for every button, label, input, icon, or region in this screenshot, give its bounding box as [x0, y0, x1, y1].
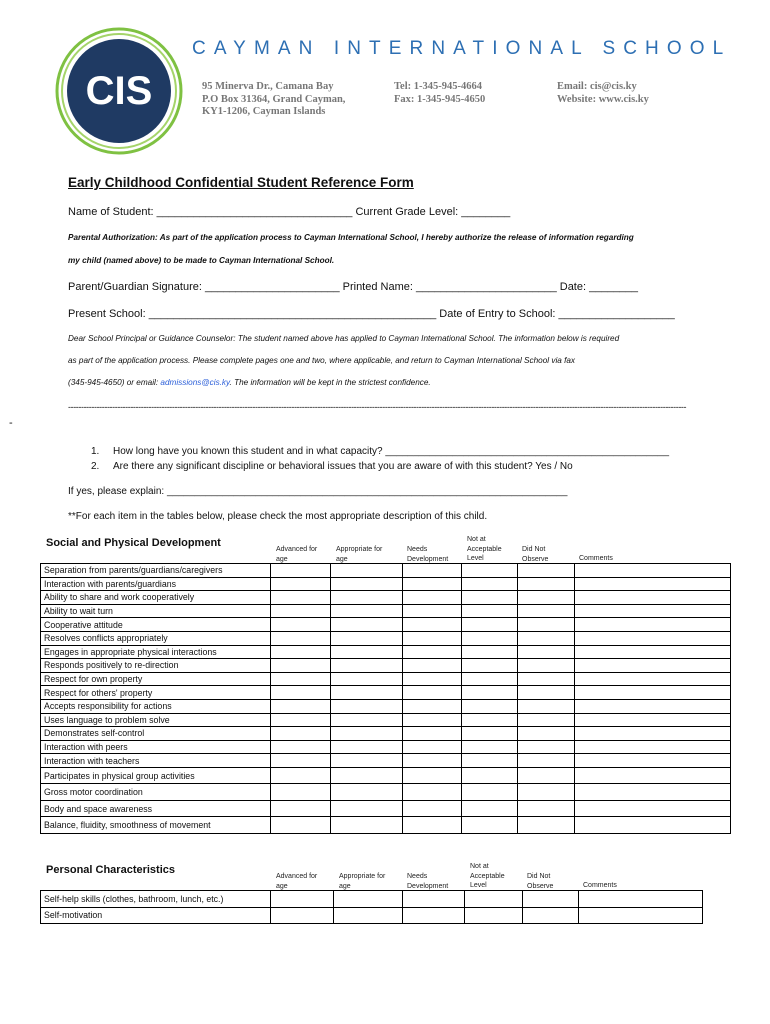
not-acceptable-checkbox-cell[interactable]: [462, 713, 518, 727]
advanced-checkbox-cell[interactable]: [271, 767, 331, 784]
table-row: [41, 686, 731, 700]
appropriate-checkbox-cell[interactable]: [331, 754, 403, 768]
needs-checkbox-cell[interactable]: [403, 907, 465, 924]
appropriate-checkbox-cell[interactable]: [331, 577, 403, 591]
needs-checkbox-cell[interactable]: [403, 645, 462, 659]
appropriate-checkbox-cell[interactable]: [331, 645, 403, 659]
appropriate-checkbox-cell[interactable]: [331, 713, 403, 727]
table-row: [41, 713, 731, 727]
table-row: [41, 591, 731, 605]
comments-cell[interactable]: [575, 618, 731, 632]
advanced-checkbox-cell[interactable]: [271, 591, 331, 605]
did-not-observe-checkbox-cell[interactable]: [518, 800, 575, 817]
appropriate-checkbox-cell[interactable]: [331, 817, 403, 834]
not-acceptable-checkbox-cell[interactable]: [462, 672, 518, 686]
comments-cell[interactable]: [575, 659, 731, 673]
margin-dash: -: [9, 417, 13, 429]
not-acceptable-checkbox-cell[interactable]: [462, 767, 518, 784]
not-acceptable-checkbox-cell[interactable]: [465, 891, 523, 908]
needs-checkbox-cell[interactable]: [403, 817, 462, 834]
advanced-checkbox-cell[interactable]: [271, 645, 331, 659]
row-label: Accepts responsibility for actions: [41, 699, 271, 713]
advanced-checkbox-cell[interactable]: [271, 604, 331, 618]
appropriate-checkbox-cell[interactable]: [331, 659, 403, 673]
not-acceptable-checkbox-cell[interactable]: [462, 800, 518, 817]
social-development-table: [40, 563, 731, 834]
table-row: [41, 817, 731, 834]
row-label: Cooperative attitude: [41, 618, 271, 632]
col-header-advanced: Advanced for age: [276, 546, 318, 563]
school-logo: [54, 26, 184, 156]
appropriate-checkbox-cell[interactable]: [331, 727, 403, 741]
row-label: Engages in appropriate physical interactions: [41, 645, 271, 659]
comments-cell[interactable]: [575, 767, 731, 784]
appropriate-checkbox-cell[interactable]: [331, 740, 403, 754]
signature-line[interactable]: Parent/Guardian Signature: ______________________ Printed Name: _______________________ Date: ________: [68, 281, 639, 293]
comments-cell[interactable]: [579, 891, 703, 908]
needs-checkbox-cell[interactable]: [403, 631, 462, 645]
row-label: Gross motor coordination: [41, 784, 271, 801]
row-label: Interaction with teachers: [41, 754, 271, 768]
row-label: Demonstrates self-control: [41, 727, 271, 741]
table-row: [41, 631, 731, 645]
table-row: [41, 618, 731, 632]
advanced-checkbox-cell[interactable]: [271, 618, 331, 632]
needs-checkbox-cell[interactable]: [403, 604, 462, 618]
did-not-observe-checkbox-cell[interactable]: [518, 564, 575, 578]
col-header-did-not-observe-2: Did Not Observe: [527, 873, 554, 890]
appropriate-checkbox-cell[interactable]: [331, 699, 403, 713]
row-label: Balance, fluidity, smoothness of movement: [41, 817, 271, 834]
needs-checkbox-cell[interactable]: [403, 672, 462, 686]
appropriate-checkbox-cell[interactable]: [334, 907, 403, 924]
not-acceptable-checkbox-cell[interactable]: [462, 631, 518, 645]
needs-checkbox-cell[interactable]: [403, 564, 462, 578]
not-acceptable-checkbox-cell[interactable]: [462, 754, 518, 768]
comments-cell[interactable]: [575, 564, 731, 578]
did-not-observe-checkbox-cell[interactable]: [518, 591, 575, 605]
col-header-not-acceptable-2: Not at Acceptable Level: [470, 863, 505, 889]
instructions-text-3: (345-945-4650) or email: admissions@cis.ky. The information will be kept in the strictest confidence.: [68, 378, 431, 387]
authorization-text-1: Parental Authorization: As part of the application process to Cayman International School, I hereby authorize the release of information regarding: [68, 233, 634, 242]
advanced-checkbox-cell[interactable]: [271, 672, 331, 686]
table-row: [41, 699, 731, 713]
table-instruction: **For each item in the tables below, please check the most appropriate description of this child.: [68, 511, 488, 522]
instructions-text-2: as part of the application process. Please complete pages one and two, where applicable, and return to Cayman International School via fax: [68, 356, 576, 365]
did-not-observe-checkbox-cell[interactable]: [518, 645, 575, 659]
instructions-text-1: Dear School Principal or Guidance Counselor: The student named above has applied to Cayman International School. The information below is required: [68, 334, 620, 343]
not-acceptable-checkbox-cell[interactable]: [462, 564, 518, 578]
explain-line[interactable]: If yes, please explain: ________________________________________________________________________: [68, 486, 568, 497]
col-header-comments-2: Comments: [583, 882, 617, 889]
comments-cell[interactable]: [575, 754, 731, 768]
table-row: [41, 800, 731, 817]
row-label: Self-help skills (clothes, bathroom, lunch, etc.): [41, 891, 271, 908]
question-2[interactable]: Are there any significant discipline or behavioral issues that you are aware of with this student? Yes / No: [113, 461, 573, 472]
admissions-email-link[interactable]: admissions@cis.ky: [160, 378, 230, 387]
comments-cell[interactable]: [575, 784, 731, 801]
did-not-observe-checkbox-cell[interactable]: [523, 891, 579, 908]
not-acceptable-checkbox-cell[interactable]: [462, 699, 518, 713]
advanced-checkbox-cell[interactable]: [271, 713, 331, 727]
form-title: Early Childhood Confidential Student Reference Form: [68, 175, 414, 190]
row-label: Separation from parents/guardians/caregivers: [41, 564, 271, 578]
question-1-number: 1.: [91, 446, 100, 457]
did-not-observe-checkbox-cell[interactable]: [518, 754, 575, 768]
school-address: 95 Minerva Dr., Camana Bay P.O Box 31364, Grand Cayman, KY1-1206, Cayman Islands: [202, 81, 346, 117]
table-row: [41, 645, 731, 659]
comments-cell[interactable]: [575, 645, 731, 659]
did-not-observe-checkbox-cell[interactable]: [518, 659, 575, 673]
col-header-not-acceptable: Not at Acceptable Level: [467, 536, 502, 562]
did-not-observe-checkbox-cell[interactable]: [518, 686, 575, 700]
needs-checkbox-cell[interactable]: [403, 727, 462, 741]
not-acceptable-checkbox-cell[interactable]: [462, 591, 518, 605]
social-section-heading: Social and Physical Development: [46, 537, 221, 549]
advanced-checkbox-cell[interactable]: [271, 800, 331, 817]
col-header-appropriate: Appropriate for age: [336, 546, 383, 563]
needs-checkbox-cell[interactable]: [403, 740, 462, 754]
needs-checkbox-cell[interactable]: [403, 686, 462, 700]
comments-cell[interactable]: [575, 631, 731, 645]
advanced-checkbox-cell[interactable]: [271, 659, 331, 673]
advanced-checkbox-cell[interactable]: [271, 631, 331, 645]
comments-cell[interactable]: [575, 686, 731, 700]
question-2-number: 2.: [91, 461, 100, 472]
not-acceptable-checkbox-cell[interactable]: [462, 577, 518, 591]
personal-characteristics-table: [40, 890, 703, 924]
present-school-line[interactable]: Present School: _______________________________________________ Date of Entry to School: ___________________: [68, 308, 675, 320]
table-row: [41, 564, 731, 578]
comments-cell[interactable]: [575, 604, 731, 618]
did-not-observe-checkbox-cell[interactable]: [518, 604, 575, 618]
comments-cell[interactable]: [575, 577, 731, 591]
needs-checkbox-cell[interactable]: [403, 767, 462, 784]
col-header-appropriate-2: Appropriate for age: [339, 873, 386, 890]
appropriate-checkbox-cell[interactable]: [331, 618, 403, 632]
comments-cell[interactable]: [575, 699, 731, 713]
not-acceptable-checkbox-cell[interactable]: [462, 604, 518, 618]
appropriate-checkbox-cell[interactable]: [331, 767, 403, 784]
authorization-text-2: my child (named above) to be made to Cayman International School.: [68, 256, 335, 265]
col-header-comments: Comments: [579, 555, 613, 562]
comments-cell[interactable]: [575, 727, 731, 741]
did-not-observe-checkbox-cell[interactable]: [518, 672, 575, 686]
table-row: [41, 577, 731, 591]
not-acceptable-checkbox-cell[interactable]: [462, 645, 518, 659]
row-label: Interaction with peers: [41, 740, 271, 754]
appropriate-checkbox-cell[interactable]: [331, 686, 403, 700]
advanced-checkbox-cell[interactable]: [271, 817, 331, 834]
did-not-observe-checkbox-cell[interactable]: [518, 784, 575, 801]
needs-checkbox-cell[interactable]: [403, 618, 462, 632]
advanced-checkbox-cell[interactable]: [271, 577, 331, 591]
needs-checkbox-cell[interactable]: [403, 891, 465, 908]
col-header-needs-2: Needs Development: [407, 873, 449, 890]
comments-cell[interactable]: [575, 740, 731, 754]
table-row: [41, 740, 731, 754]
advanced-checkbox-cell[interactable]: [271, 727, 331, 741]
not-acceptable-checkbox-cell[interactable]: [462, 618, 518, 632]
table-row: [41, 767, 731, 784]
appropriate-checkbox-cell[interactable]: [331, 564, 403, 578]
table-row: [41, 784, 731, 801]
school-contact: Email: cis@cis.ky Website: www.cis.ky: [557, 81, 649, 105]
appropriate-checkbox-cell[interactable]: [331, 800, 403, 817]
comments-cell[interactable]: [579, 907, 703, 924]
row-label: Ability to share and work cooperatively: [41, 591, 271, 605]
col-header-needs: Needs Development: [407, 546, 449, 563]
student-name-line[interactable]: Name of Student: ________________________________ Current Grade Level: ________: [68, 206, 511, 218]
did-not-observe-checkbox-cell[interactable]: [518, 767, 575, 784]
row-label: Self-motivation: [41, 907, 271, 924]
did-not-observe-checkbox-cell[interactable]: [518, 618, 575, 632]
table-row: [41, 604, 731, 618]
advanced-checkbox-cell[interactable]: [271, 699, 331, 713]
advanced-checkbox-cell[interactable]: [271, 891, 334, 908]
not-acceptable-checkbox-cell[interactable]: [462, 727, 518, 741]
row-label: Ability to wait turn: [41, 604, 271, 618]
did-not-observe-checkbox-cell[interactable]: [518, 577, 575, 591]
appropriate-checkbox-cell[interactable]: [331, 631, 403, 645]
table-row: [41, 754, 731, 768]
comments-cell[interactable]: [575, 817, 731, 834]
comments-cell[interactable]: [575, 800, 731, 817]
table-row: [41, 891, 703, 908]
question-1[interactable]: How long have you known this student and in what capacity? ___________________________________________________: [113, 446, 670, 457]
separator-line: ----------------------------------------------------------------------------------------------------------------------------------------------------------------------------------------------------------------------------------------------: [68, 402, 687, 412]
advanced-checkbox-cell[interactable]: [271, 907, 334, 924]
needs-checkbox-cell[interactable]: [403, 800, 462, 817]
row-label: Uses language to problem solve: [41, 713, 271, 727]
appropriate-checkbox-cell[interactable]: [331, 672, 403, 686]
appropriate-checkbox-cell[interactable]: [331, 604, 403, 618]
col-header-advanced-2: Advanced for age: [276, 873, 318, 890]
row-label: Interaction with parents/guardians: [41, 577, 271, 591]
needs-checkbox-cell[interactable]: [403, 699, 462, 713]
did-not-observe-checkbox-cell[interactable]: [518, 713, 575, 727]
needs-checkbox-cell[interactable]: [403, 659, 462, 673]
row-label: Responds positively to re-direction: [41, 659, 271, 673]
needs-checkbox-cell[interactable]: [403, 784, 462, 801]
table-row: [41, 907, 703, 924]
row-label: Respect for others' property: [41, 686, 271, 700]
row-label: Participates in physical group activities: [41, 767, 271, 784]
appropriate-checkbox-cell[interactable]: [331, 784, 403, 801]
not-acceptable-checkbox-cell[interactable]: [462, 740, 518, 754]
appropriate-checkbox-cell[interactable]: [334, 891, 403, 908]
comments-cell[interactable]: [575, 591, 731, 605]
table-row: [41, 672, 731, 686]
did-not-observe-checkbox-cell[interactable]: [518, 699, 575, 713]
comments-cell[interactable]: [575, 713, 731, 727]
advanced-checkbox-cell[interactable]: [271, 754, 331, 768]
school-name: CAYMAN INTERNATIONAL SCHOOL: [192, 38, 732, 59]
not-acceptable-checkbox-cell[interactable]: [462, 784, 518, 801]
row-label: Resolves conflicts appropriately: [41, 631, 271, 645]
advanced-checkbox-cell[interactable]: [271, 740, 331, 754]
row-label: Respect for own property: [41, 672, 271, 686]
logo-text: CIS: [85, 69, 153, 113]
did-not-observe-checkbox-cell[interactable]: [518, 727, 575, 741]
table-row: [41, 659, 731, 673]
school-phone: Tel: 1-345-945-4664 Fax: 1-345-945-4650: [394, 81, 486, 105]
row-label: Body and space awareness: [41, 800, 271, 817]
comments-cell[interactable]: [575, 672, 731, 686]
needs-checkbox-cell[interactable]: [403, 577, 462, 591]
col-header-did-not-observe: Did Not Observe: [522, 546, 549, 563]
not-acceptable-checkbox-cell[interactable]: [465, 907, 523, 924]
advanced-checkbox-cell[interactable]: [271, 686, 331, 700]
did-not-observe-checkbox-cell[interactable]: [518, 631, 575, 645]
did-not-observe-checkbox-cell[interactable]: [523, 907, 579, 924]
needs-checkbox-cell[interactable]: [403, 713, 462, 727]
did-not-observe-checkbox-cell[interactable]: [518, 740, 575, 754]
appropriate-checkbox-cell[interactable]: [331, 591, 403, 605]
needs-checkbox-cell[interactable]: [403, 754, 462, 768]
advanced-checkbox-cell[interactable]: [271, 784, 331, 801]
table-row: [41, 727, 731, 741]
needs-checkbox-cell[interactable]: [403, 591, 462, 605]
personal-section-heading: Personal Characteristics: [46, 864, 176, 876]
not-acceptable-checkbox-cell[interactable]: [462, 686, 518, 700]
advanced-checkbox-cell[interactable]: [271, 564, 331, 578]
not-acceptable-checkbox-cell[interactable]: [462, 659, 518, 673]
did-not-observe-checkbox-cell[interactable]: [518, 817, 575, 834]
not-acceptable-checkbox-cell[interactable]: [462, 817, 518, 834]
